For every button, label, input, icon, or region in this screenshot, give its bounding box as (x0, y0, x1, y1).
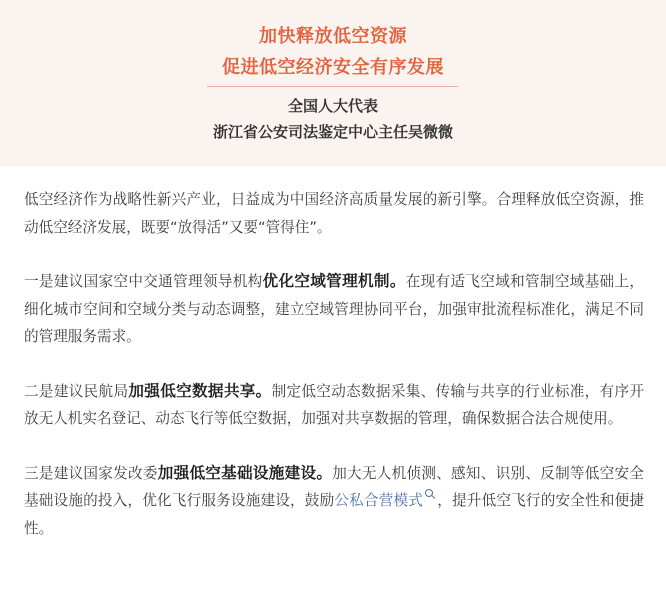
suggestion-3-highlight: 加强低空基础设施建设。 (157, 463, 333, 482)
suggestion-3-text: 加大无人机侦测、感知、识别、反制等低空安全基础设施的投入，优化飞行服务设施建设，鼓励 (24, 464, 644, 509)
suggestion-paragraph-2 (24, 378, 644, 433)
suggestion-1-lead: 一是建议国家空中交通管理领导机构 (24, 273, 263, 290)
header-banner (0, 0, 666, 166)
author-name-title: 浙江省公安司法鉴定中心主任吴微微 (212, 123, 453, 141)
suggestion-3-lead: 三是建议国家发改委 (24, 464, 158, 482)
title-divider (207, 86, 458, 87)
article-title-line-2: 促进低空经济安全有序发展 (222, 57, 444, 78)
suggestion-paragraph-1 (24, 268, 644, 351)
intro-paragraph: 低空经济作为战略性新兴产业，日益成为中国经济高质量发展的新引擎。合理释放低空资源，推动低空经济发展，既要“放得活”又要“管得住”。 (24, 191, 644, 236)
suggestion-paragraph-3 (24, 460, 644, 543)
search-icon[interactable] (425, 489, 433, 497)
suggestion-2-text: 制定低空动态数据采集、传输与共享的行业标准，有序开放无人机实名登记、动态飞行等低空数据，加强对共享数据的管理，确保数据合法合规使用。 (24, 382, 644, 427)
suggestion-3-tail: ，提升低空飞行的安全性和便捷性。 (24, 492, 644, 537)
suggestion-2-highlight: 加强低空数据共享。 (128, 381, 272, 400)
ppp-model-link[interactable]: 公私合营模式 (334, 492, 424, 509)
suggestion-1-highlight: 优化空域管理机制。 (262, 272, 406, 290)
suggestion-1-text: 在现有适飞空域和管制空域基础上，细化城市空间和空域分类与动态调整，建立空域管理协同平台，加强审批流程标准化，满足不同的管理服务需求。 (24, 273, 644, 345)
suggestion-2-lead: 二是建议民航局 (24, 382, 129, 400)
author-role: 全国人大代表 (287, 97, 378, 115)
article-title-line-1: 加快释放低空资源 (259, 26, 407, 47)
article-body (24, 186, 644, 542)
